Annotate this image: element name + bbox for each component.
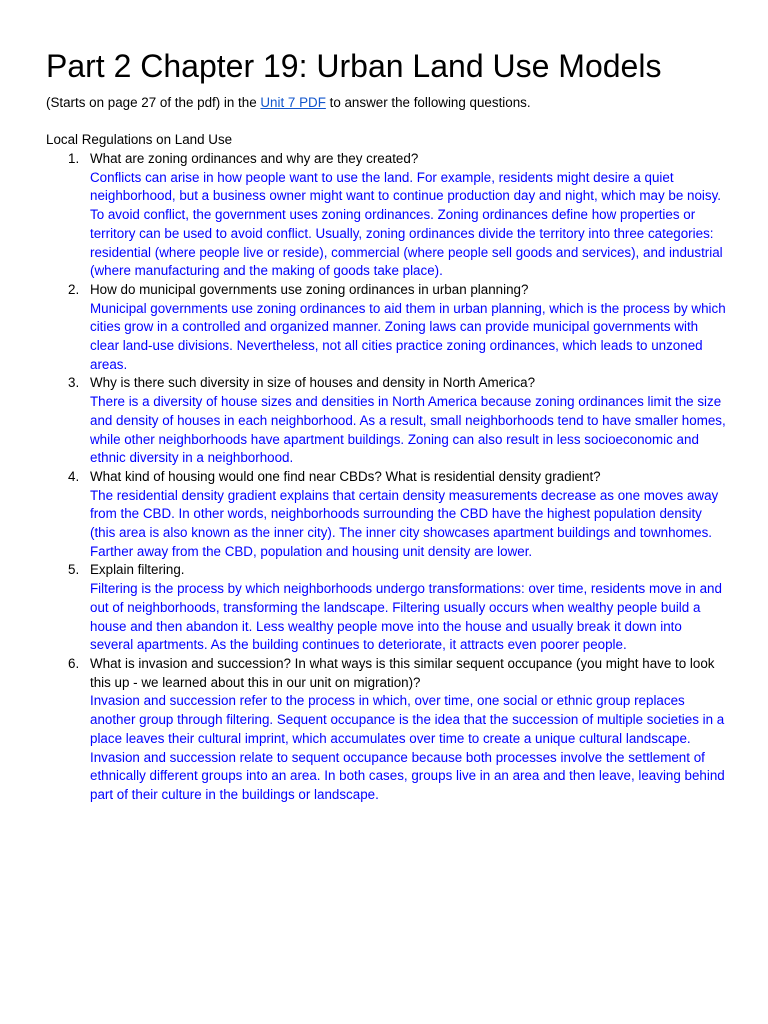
answer-text: Invasion and succession refer to the process in which, over time, one social or ethnic group replaces another group through filtering. Sequent occupance is the idea that the succession of multiple societies in a place leaves their cultural imprint, which accumulates over time to create a unique cultural landscape. Invasion and succession relate to sequent occupance because both processes involve the settlement of ethnically different groups into an area. In both cases, groups live in an area and then leave, leaving behind part of their culture in the buildings or landscape. (90, 693, 725, 802)
question-text: What kind of housing would one find near CBDs? What is residential density gradient? (90, 468, 601, 484)
answer-text: Conflicts can arise in how people want to use the land. For example, residents might desire a quiet neighborhood, but a business owner might want to continue production day and night, which may be noisy. To avoid conflict, the government uses zoning ordinances. Zoning ordinances define how properties or territory can be used to avoid conflict. Usually, zoning ordinances divide the territory into three categories: residential (where people live or reside), commercial (where people sell goods and services), and industrial (where manufacturing and the making of goods take place). (90, 169, 723, 279)
question-text: Why is there such diversity in size of houses and density in North America? (90, 375, 536, 391)
list-item (46, 374, 726, 468)
answer-text: Filtering is the process by which neighborhoods undergo transformations: over time, residents move in and out of neighborhoods, transforming the landscape. Filtering usually occurs when wealthy people build a house and then abandon it. Less wealthy people move into the house and usually break it down into several apartments. As the building continues to deteriorate, it attracts even poorer people. (90, 581, 722, 653)
item-number: 2. (68, 281, 80, 297)
list-item (46, 150, 726, 281)
item-number: 3. (68, 375, 80, 391)
question-text: How do municipal governments use zoning ordinances in urban planning? (90, 281, 529, 297)
section-heading: Local Regulations on Land Use (46, 132, 233, 147)
intro-paragraph (46, 94, 531, 112)
question-list (46, 150, 726, 805)
question-text: What are zoning ordinances and why are they created? (90, 151, 419, 166)
answer-text: Municipal governments use zoning ordinances to aid them in urban planning, which is the process by which cities grow in a controlled and organized manner. Zoning laws can provide municipal governments with clear land-use divisions. Nevertheless, not all cities practice zoning ordinances, which leads to unzoned areas. (90, 300, 726, 372)
intro-text-after: to answer the following questions. (325, 95, 531, 110)
answer-text: There is a diversity of house sizes and densities in North America because zoning ordinances limit the size and density of houses in each neighborhood. As a result, small neighborhoods tend to have smaller homes, while other neighborhoods have apartment buildings. Zoning can also result in less socioeconomic and ethnic diversity in a neighborhood. (90, 394, 726, 466)
question-text: What is invasion and succession? In what ways is this similar sequent occupance (you might have to look this up - we learned about this in our unit on migration)? (90, 655, 715, 690)
question-text: Explain filtering. (90, 562, 185, 578)
list-item (46, 281, 726, 375)
page-title: Part 2 Chapter 19: Urban Land Use Models (46, 48, 662, 84)
item-number: 4. (68, 468, 80, 484)
unit-7-pdf-link[interactable]: Unit 7 PDF (260, 95, 326, 110)
list-item (46, 561, 726, 655)
answer-text: The residential density gradient explains that certain density measurements decrease as one moves away from the CBD. In other words, neighborhoods surrounding the CBD have the highest population density (this area is also known as the inner city). The inner city showcases apartment buildings and townhomes. Farther away from the CBD, population and housing unit density are lower. (90, 487, 719, 559)
item-number: 5. (68, 562, 80, 578)
intro-text-before: (Starts on page 27 of the pdf) in the (46, 95, 261, 110)
item-number: 6. (68, 655, 80, 671)
list-item (46, 655, 726, 805)
list-item (46, 468, 726, 562)
item-number: 1. (68, 151, 80, 166)
